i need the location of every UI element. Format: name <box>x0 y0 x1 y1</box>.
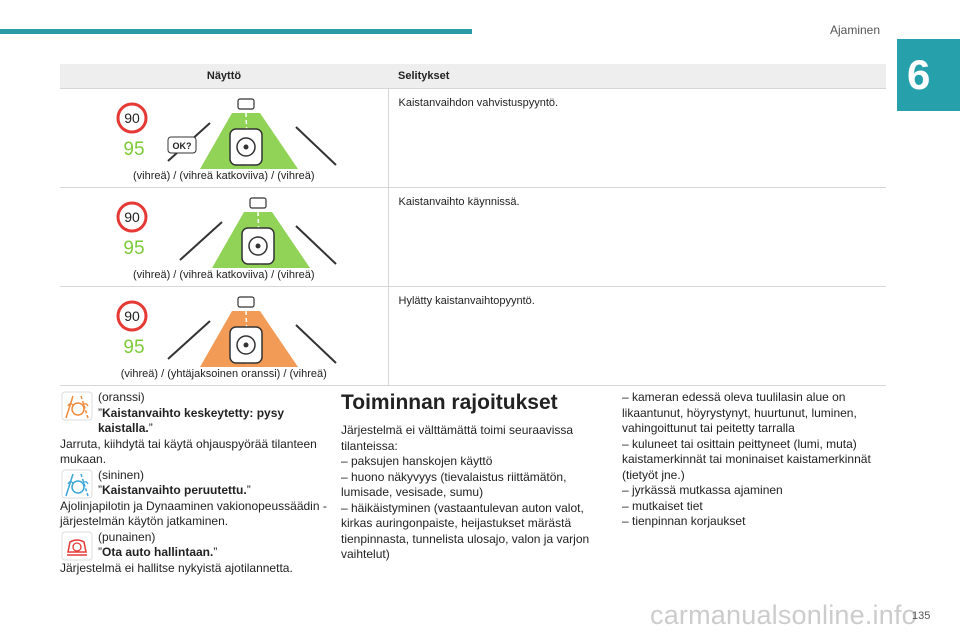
alert-title: Kaistanvaihto peruutettu. <box>102 483 247 497</box>
speed-limit-value: 90 <box>124 208 140 225</box>
alert-body: Ajolinjapilotin ja Dynaaminen vakionopeussäädin -järjestelmän käytön jatkaminen. <box>60 498 327 528</box>
alert-title: Ota auto hallintaan. <box>102 545 214 559</box>
chapter-number-tab: 6 <box>897 39 960 111</box>
quote-mark: ” <box>148 421 153 435</box>
section-title: Ajaminen <box>830 23 881 37</box>
take-control-car-icon <box>60 530 94 562</box>
alert-red <box>60 530 330 577</box>
page-number: 135 <box>912 610 931 622</box>
lane-display-figure <box>110 194 340 270</box>
table-header-row <box>60 64 886 88</box>
table-row <box>60 286 886 385</box>
display-caption: (vihreä) / (yhtäjaksoinen oranssi) / (vihreä) <box>120 367 327 380</box>
alert-color-label: (sininen) <box>98 467 145 482</box>
steering-wheel-hub <box>244 144 249 149</box>
alerts-column <box>60 390 330 576</box>
list-item: – kuluneet tai osittain peittyneet (lumi, muta) kaistamerkinnät tai moninaiset kaistamerkinnät (tietyöt jne.) <box>622 436 871 482</box>
alert-color-label: (oranssi) <box>98 390 145 404</box>
display-cell <box>60 88 388 187</box>
alert-blue <box>60 468 330 530</box>
list-item: – häikäistyminen (vastaantulevan auton valot, kirkas auringonpaiste, heijastukset märästä tienpinnasta, tunnelista ulosajo, valon ja varjon vaihtelut) <box>341 500 590 561</box>
alert-body: Järjestelmä ei hallitse nykyistä ajotilannetta. <box>60 560 293 575</box>
alert-color-label: (punainen) <box>98 529 156 544</box>
header-accent-bar <box>0 29 472 34</box>
icon-frame <box>62 532 92 560</box>
limitations-column-continued <box>622 390 884 530</box>
current-speed-value: 95 <box>123 237 145 259</box>
alert-title: Kaistanvaihto keskeytetty: pysy kaistalla. <box>98 405 285 435</box>
current-speed-value: 95 <box>123 336 145 358</box>
list-item: – paksujen hanskojen käyttö <box>341 454 493 468</box>
display-table <box>60 64 886 386</box>
display-cell <box>60 286 388 385</box>
quote-mark: ” <box>98 545 102 559</box>
limitations-intro: Järjestelmä ei välttämättä toimi seuraavissa tilanteissa: <box>341 423 574 453</box>
lane-display-figure <box>110 293 340 369</box>
lane-line-left <box>180 222 222 260</box>
list-item: – tienpinnan korjaukset <box>622 514 746 528</box>
quote-mark: ” <box>98 405 102 420</box>
current-speed-value: 95 <box>123 138 145 160</box>
list-item: – huono näkyvyys (tievalaistus riittämätön, lumisade, vesisade, sumu) <box>341 469 567 499</box>
car-ahead <box>238 297 254 307</box>
steering-wheel-hub <box>256 243 261 248</box>
car-ahead <box>250 198 266 208</box>
steering-wheel-hub <box>244 342 249 347</box>
display-caption: (vihreä) / (vihreä katkoviiva) / (vihreä) <box>132 169 315 182</box>
limitations-column <box>341 390 606 563</box>
lane-line-left <box>168 321 210 359</box>
car-ahead <box>238 99 254 109</box>
quote-mark: ” <box>98 483 102 497</box>
steering-wheel-hands-icon <box>60 390 94 422</box>
table-row <box>60 88 886 187</box>
speed-limit-value: 90 <box>124 307 140 324</box>
speed-limit-value: 90 <box>124 109 140 126</box>
lane-line-right <box>296 325 336 363</box>
lane-display-figure <box>110 95 340 171</box>
lane-line-right <box>296 127 336 165</box>
confirmation-bubble-text: OK? <box>172 140 192 151</box>
description-cell: Hylätty kaistanvaihtopyyntö. <box>388 286 886 385</box>
steering-wheel-hands-icon <box>60 468 94 500</box>
column-header: Selitykset <box>388 64 886 88</box>
list-item: – mutkaiset tiet <box>622 498 703 513</box>
display-cell <box>60 187 388 286</box>
alert-body: Jarruta, kiihdytä tai käytä ohjauspyörää tilanteen mukaan. <box>60 436 317 466</box>
description-cell: Kaistanvaihto käynnissä. <box>388 187 886 286</box>
list-item: – kameran edessä oleva tuulilasin alue on likaantunut, höyrystynyt, huurtunut, luminen, vahingoittunut tai peitetty tarralla <box>622 390 857 435</box>
list-item: – jyrkässä mutkassa ajaminen <box>622 483 783 497</box>
description-cell: Kaistanvaihdon vahvistuspyyntö. <box>388 88 886 187</box>
quote-mark: ” <box>246 483 251 497</box>
table-row <box>60 187 886 286</box>
limitations-heading: Toiminnan rajoitukset <box>341 391 558 414</box>
watermark: carmanualsonline.info <box>650 600 917 630</box>
alert-orange <box>60 390 330 468</box>
quote-mark: ” <box>213 545 218 559</box>
column-header: Näyttö <box>60 64 388 88</box>
display-caption: (vihreä) / (vihreä katkoviiva) / (vihreä) <box>132 268 315 281</box>
